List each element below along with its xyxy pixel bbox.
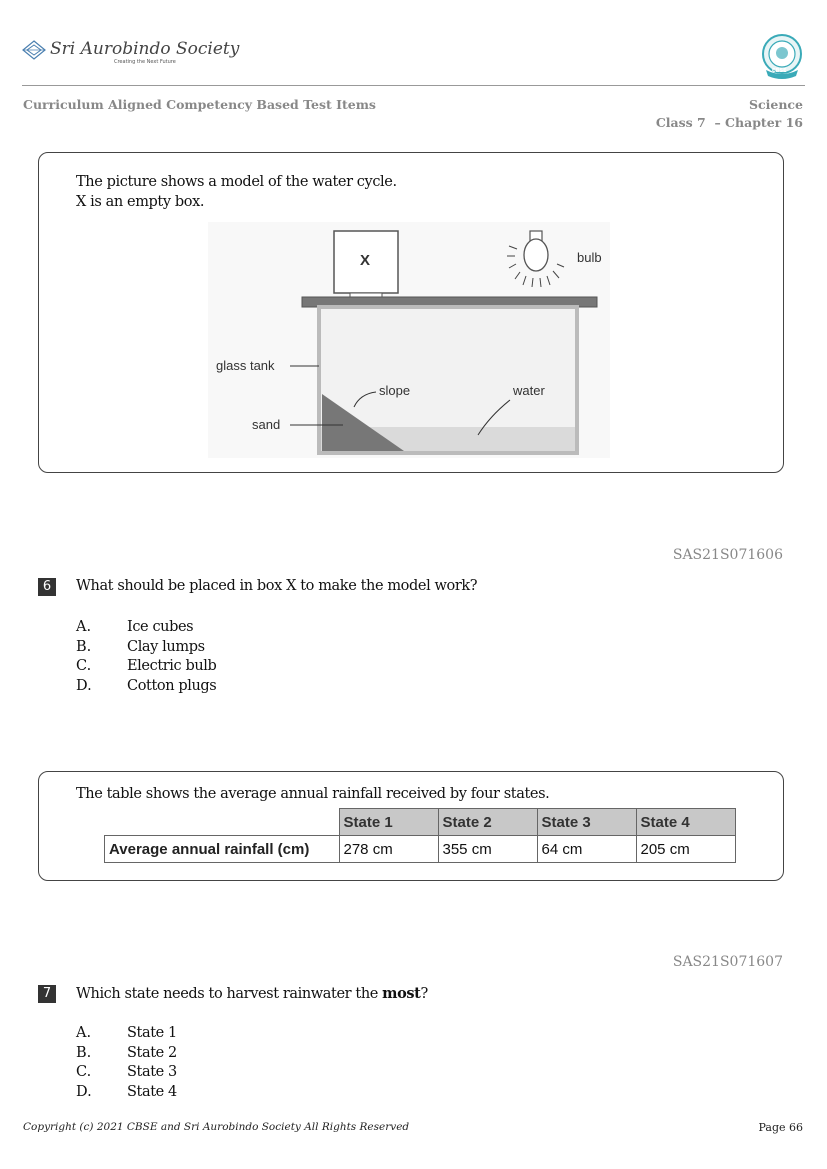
table-cell: 64 cm (537, 836, 636, 863)
option[interactable] (76, 1084, 376, 1104)
option-text: State 4 (127, 1083, 177, 1100)
question-7-suffix: ? (420, 986, 428, 1002)
option-letter: A. (76, 619, 92, 635)
question-7-text (76, 985, 428, 1002)
option[interactable] (76, 658, 376, 678)
question-7-prefix: Which state needs to harvest rainwater the (76, 986, 383, 1002)
seal-text: CBSE (772, 68, 787, 74)
table-row-label: Average annual rainfall (cm) (105, 836, 340, 863)
item-code-q6: SAS21S071606 (672, 547, 783, 563)
sas-logo (22, 38, 240, 68)
water-cycle-diagram (208, 222, 610, 458)
option-text: Clay lumps (127, 638, 205, 655)
item-code-q7: SAS21S071607 (672, 954, 783, 970)
q6-options (76, 619, 376, 697)
logo-tagline: Creating the Next Future (114, 59, 176, 65)
option[interactable] (76, 639, 376, 659)
table-cell: 278 cm (339, 836, 438, 863)
q7-options (76, 1025, 376, 1103)
label-water: water (513, 383, 545, 398)
passage-line-1: The picture shows a model of the water cycle. (76, 174, 397, 190)
label-box-x: X (360, 252, 371, 269)
table-header: State 3 (537, 809, 636, 836)
table-header: State 2 (438, 809, 537, 836)
option-text: State 1 (127, 1025, 177, 1041)
rainfall-intro: The table shows the average annual rainfall received by four states. (76, 786, 550, 802)
table-cell: 355 cm (438, 836, 537, 863)
bulb-icon (507, 231, 564, 287)
option[interactable] (76, 1064, 376, 1084)
label-bulb: bulb (577, 250, 602, 265)
table-row (105, 836, 736, 863)
option-letter: D. (76, 1083, 92, 1100)
logo-text: Sri Aurobindo Society (50, 39, 240, 59)
option[interactable] (76, 1045, 376, 1065)
option[interactable] (76, 1025, 376, 1045)
option-letter: C. (76, 658, 92, 674)
class-chapter-label: Class 7 – Chapter 16 (655, 115, 803, 130)
sas-logo-icon (22, 40, 46, 60)
label-sand: sand (252, 417, 281, 432)
option-text: State 3 (127, 1064, 177, 1080)
page-number: Page 66 (758, 1121, 803, 1134)
option-letter: D. (76, 677, 92, 694)
label-glass-tank: glass tank (216, 358, 275, 373)
header-rule (22, 85, 805, 86)
subject-label: Science (749, 97, 803, 112)
table-header: State 4 (636, 809, 735, 836)
option-letter: B. (76, 1044, 92, 1061)
table-header: State 1 (339, 809, 438, 836)
question-number-7: 7 (38, 985, 56, 1003)
curriculum-title: Curriculum Aligned Competency Based Test Items (23, 97, 376, 112)
passage-line-2: X is an empty box. (76, 194, 205, 210)
option-text: Electric bulb (127, 658, 217, 674)
table-header-row (105, 809, 736, 836)
option[interactable] (76, 619, 376, 639)
option-text: State 2 (127, 1044, 177, 1061)
copyright-footer: Copyright (c) 2021 CBSE and Sri Aurobindo Society All Rights Reserved (23, 1121, 410, 1133)
option-text: Ice cubes (127, 619, 194, 635)
question-6-text: What should be placed in box X to make the model work? (76, 578, 478, 594)
option-text: Cotton plugs (127, 677, 217, 694)
rainfall-table (104, 808, 736, 863)
table-cell: 205 cm (636, 836, 735, 863)
question-number-6: 6 (38, 578, 56, 596)
question-7-bold: most (382, 985, 421, 1002)
table-blank-cell (105, 809, 340, 836)
option-letter: B. (76, 638, 92, 655)
option-letter: A. (76, 1025, 92, 1041)
option[interactable] (76, 678, 376, 698)
cbse-seal (760, 34, 804, 80)
option-letter: C. (76, 1064, 92, 1080)
label-slope: slope (379, 383, 411, 398)
